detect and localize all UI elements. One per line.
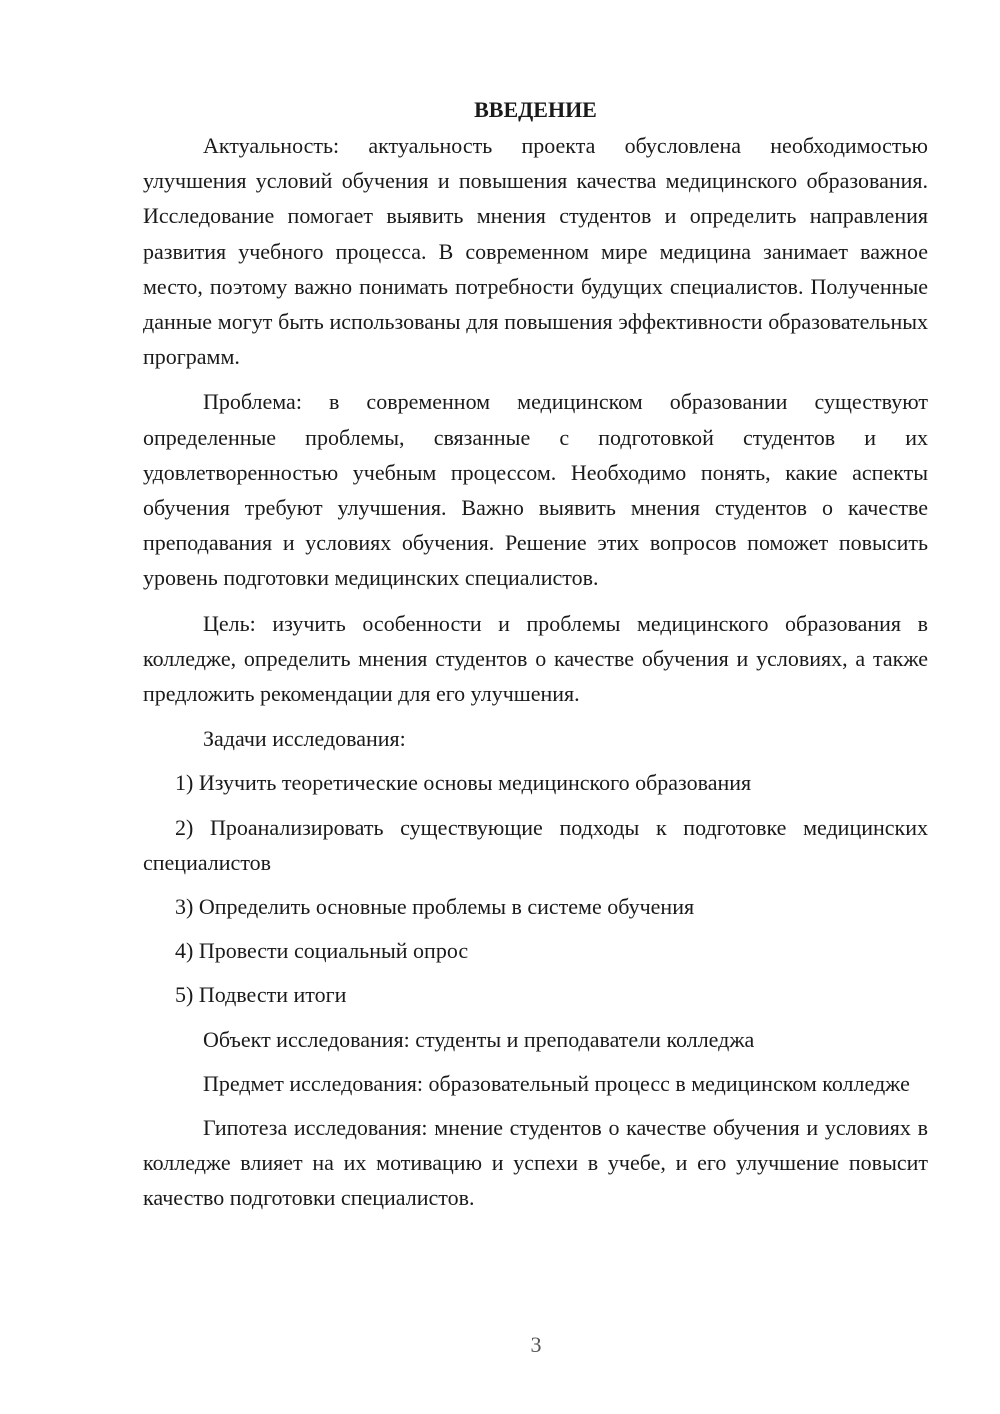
paragraph-relevance: Актуальность: актуальность проекта обусловлена необходимостью улучшения условий обучения и повышения качества медицинского образования. Исследование помогает выявить мнения студентов и определить направления развития учебного процесса. В современном мире медицина занимает важное место, поэтому важно понимать потребности будущих специалистов. Полученные данные могут быть использованы для повышения эффективности образовательных программ. <box>143 133 928 370</box>
paragraph-object: Объект исследования: студенты и преподаватели колледжа <box>203 1026 755 1052</box>
task-item: 2) Проанализировать существующие подходы к подготовке медицинских специалистов <box>143 814 928 875</box>
section-heading: ВВЕДЕНИЕ <box>474 97 597 122</box>
paragraph-subject: Предмет исследования: образовательный процесс в медицинском колледже <box>203 1070 910 1096</box>
page-number: 3 <box>530 1332 542 1357</box>
task-item: 5) Подвести итоги <box>175 982 347 1008</box>
paragraph-problem: Проблема: в современном медицинском образовании существуют определенные проблемы, связанные с подготовкой студентов и их удовлетворенностью учебным процессом. Необходимо понять, какие аспекты обучения требуют улучшения. Важно выявить мнения студентов о качестве преподавания и условиях обучения. Решение этих вопросов поможет повысить уровень подготовки медицинских специалистов. <box>143 389 928 591</box>
paragraph-goal: Цель: изучить особенности и проблемы медицинского образования в колледже, определить мнения студентов о качестве обучения и условиях, а также предложить рекомендации для его улучшения. <box>143 610 928 707</box>
document-body <box>143 92 928 1216</box>
task-item: 1) Изучить теоретические основы медицинского образования <box>175 770 752 796</box>
task-item: 3) Определить основные проблемы в системе обучения <box>175 894 695 920</box>
paragraph-hypothesis: Гипотеза исследования: мнение студентов о качестве обучения и условиях в колледже влияет на их мотивацию и успехи в учебе, и его улучшение повысит качество подготовки специалистов. <box>143 1115 928 1211</box>
tasks-title: Задачи исследования: <box>203 726 406 752</box>
task-item: 4) Провести социальный опрос <box>175 938 469 964</box>
